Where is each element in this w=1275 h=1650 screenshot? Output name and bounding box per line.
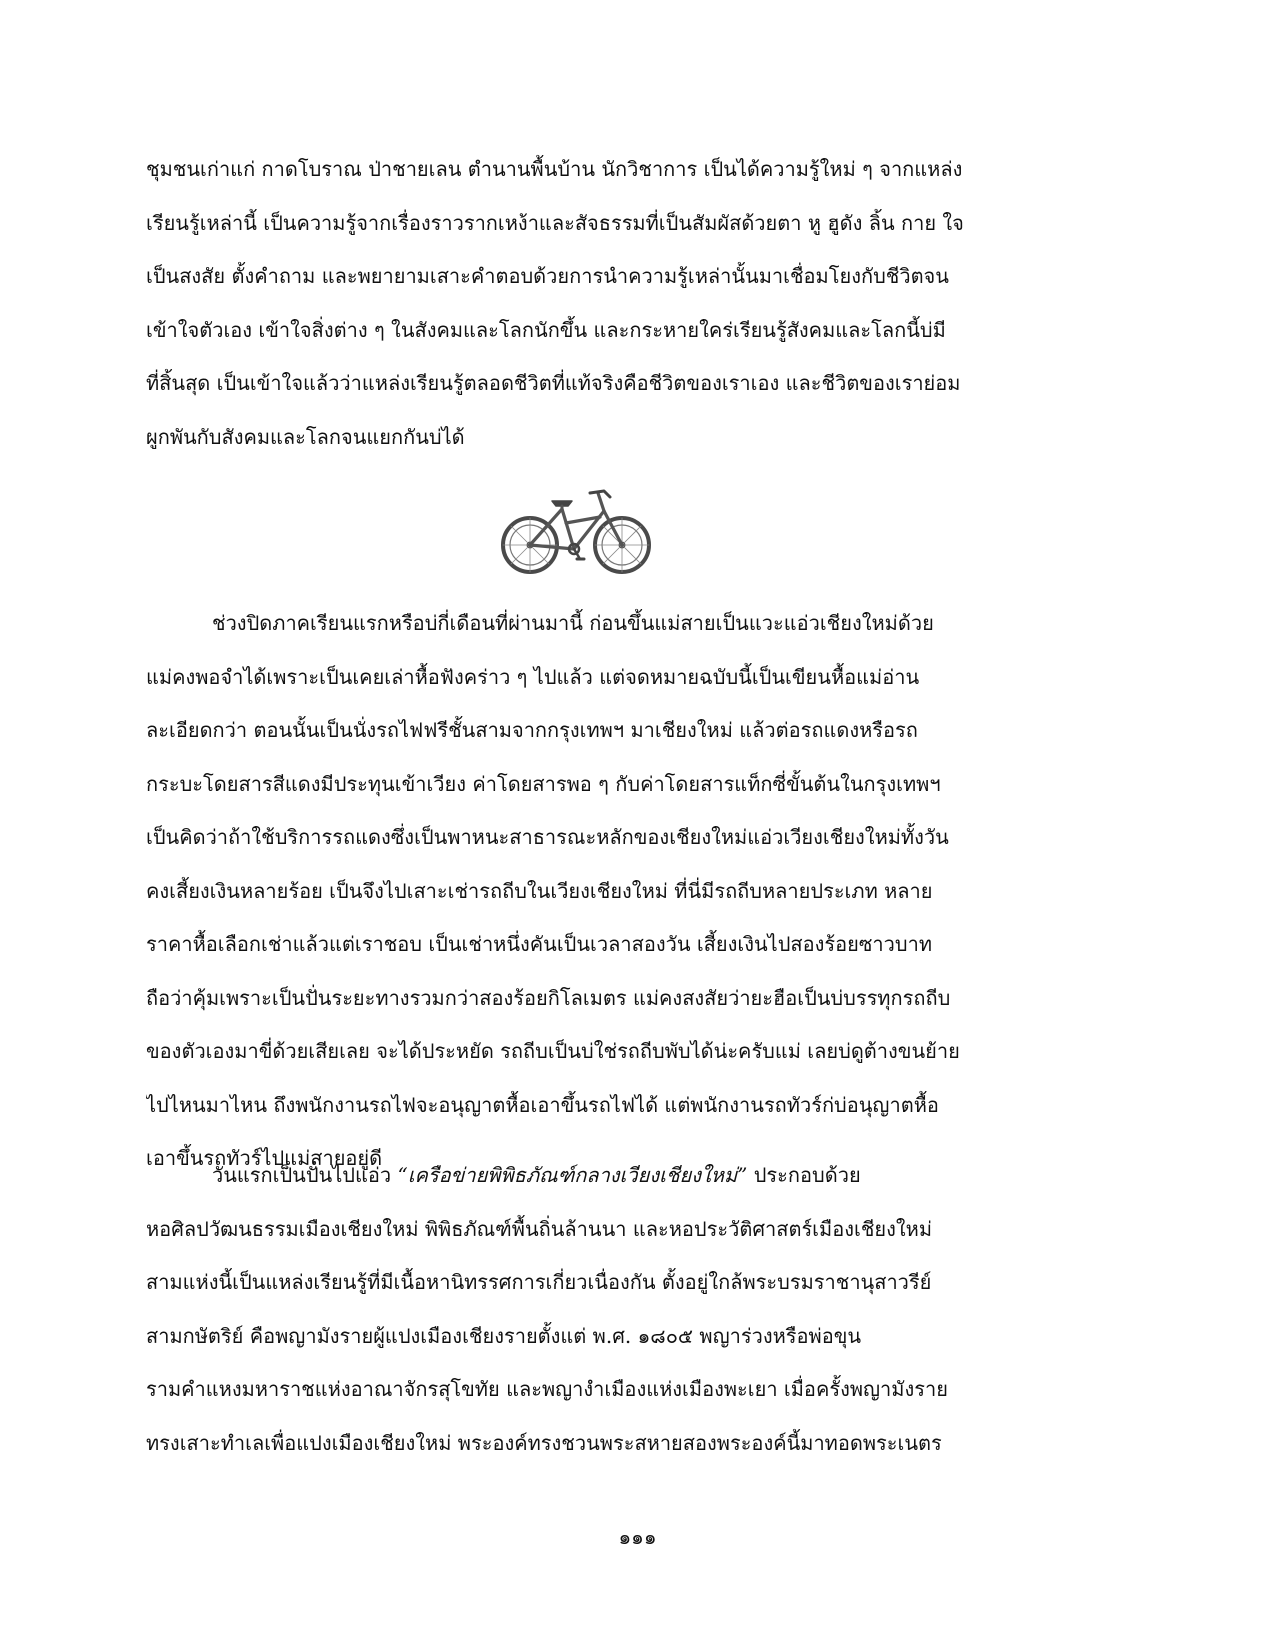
text-line: เป็นคิดว่าถ้าใช้บริการรถแดงซึ่งเป็นพาหนะสาธารณะหลักของเชียงใหม่แอ่วเวียงเชียงใหม่ทั้งวัน — [146, 825, 949, 849]
text-line: เอาขึ้นรถทัวร์ไปแม่สายอยู่ดี — [146, 1146, 383, 1170]
text-line: รามคำแหงมหาราชแห่งอาณาจักรสุโขทัย และพญางำเมืองแห่งเมืองพะเยา เมื่อครั้งพญามังราย — [146, 1377, 948, 1401]
italic-title: “เครือข่ายพิพิธภัณฑ์กลางเวียงเชียงใหม่” — [397, 1163, 748, 1187]
text-line: ไปไหนมาไหน ถึงพนักงานรถไฟจะอนุญาตหื้อเอาขึ้นรถไฟได้ แต่พนักงานรถทัวร์ก่บ่อนุญาตหื้อ — [146, 1092, 939, 1117]
text-line: ละเอียดกว่า ตอนนั้นเป็นนั่งรถไฟฟรีชั้นสามจากกรุงเทพฯ มาเชียงใหม่ แล้วต่อรถแดงหรือรถ — [146, 718, 918, 742]
text-line: กระบะโดยสารสีแดงมีประทุนเข้าเวียง ค่าโดยสารพอ ๆ กับค่าโดยสารแท็กซี่ขั้นต้นในกรุงเทพฯ — [146, 771, 941, 796]
text-line: ผูกพันกับสังคมและโลกจนแยกกันบ่ได้ — [146, 424, 465, 449]
text-line: เป็นสงสัย ตั้งคำถาม และพยายามเสาะคำตอบด้วยการนำความรู้เหล่านั้นมาเชื่อมโยงกับชีวิตจน — [146, 264, 949, 288]
text-line: ถือว่าคุ้มเพราะเป็นปั่นระยะทางรวมกว่าสองร้อยกิโลเมตร แม่คงสงสัยว่ายะฮือเป็นบ่บรรทุกรถถีบ — [146, 985, 951, 1010]
page-number: ๑๑๑ — [618, 1525, 657, 1549]
text-line: ทรงเสาะทำเลเพื่อแปงเมืองเชียงใหม่ พระองค์ทรงชวนพระสหายสองพระองค์นี้มาทอดพระเนตร — [146, 1430, 942, 1455]
text-line: สามแห่งนี้เป็นแหล่งเรียนรู้ที่มีเนื้อหานิทรรศการเกี่ยวเนื่องกัน ตั้งอยู่ใกล้พระบรมราชานุสาวรีย์ — [146, 1270, 932, 1294]
text-line: ราคาหื้อเลือกเช่าแล้วแต่เราชอบ เป็นเช่าหนึ่งคันเป็นเวลาสองวัน เสี้ยงเงินไปสองร้อยซาวบาท — [146, 932, 933, 956]
text-line: ชุมชนเก่าแก่ กาดโบราณ ป่าชายเลน ตำนานพื้นบ้าน นักวิชาการ เป็นได้ความรู้ใหม่ ๆ จากแหล่ง — [146, 157, 963, 181]
text-line: ช่วงปิดภาคเรียนแรกหรือบ่กี่เดือนที่ผ่านมานี้ ก่อนขึ้นแม่สายเป็นแวะแอ่วเชียงใหม่ด้วย — [212, 611, 934, 635]
text-line: ที่สิ้นสุด เป็นเข้าใจแล้วว่าแหล่งเรียนรู้ตลอดชีวิตที่แท้จริงคือชีวิตของเราเอง และชีวิตของเราย่อม — [146, 371, 961, 395]
bicycle-icon — [500, 487, 652, 581]
text-line: สามกษัตริย์ คือพญามังรายผู้แปงเมืองเชียงรายตั้งแต่ พ.ศ. ๑๘๐๕ พญาร่วงหรือพ่อขุน — [146, 1323, 862, 1348]
text-line: แม่คงพอจำได้เพราะเป็นเคยเล่าหื้อฟังคร่าว ๆ ไปแล้ว แต่จดหมายฉบับนี้เป็นเขียนหื้อแม่อ่าน — [146, 664, 920, 689]
text-line: ของตัวเองมาขี่ด้วยเสียเลย จะได้ประหยัด รถถีบเป็นบ่ใช่รถถีบพับได้น่ะครับแม่ เลยบ่ดูต้างขนย้าย — [146, 1039, 960, 1063]
text-line: เรียนรู้เหล่านี้ เป็นความรู้จากเรื่องราวรากเหง้าและสัจธรรมที่เป็นสัมผัสด้วยตา หู ฮูดัง ลิ้น กาย ใจ — [146, 210, 964, 235]
paragraph-2 — [146, 597, 1006, 1186]
text-line: เข้าใจตัวเอง เข้าใจสิ่งต่าง ๆ ในสังคมและโลกนักขึ้น และกระหายใคร่เรียนรู้สังคมและโลกนี้บ่มี — [146, 317, 946, 342]
text-line: คงเสี้ยงเงินหลายร้อย เป็นจึงไปเสาะเช่ารถถีบในเวียงเชียงใหม่ ที่นี่มีรถถีบหลายประเภท หลาย — [146, 878, 933, 903]
text-line-first — [146, 1149, 1006, 1203]
text-run: วันแรกเป็นปั่นไปแอ่ว — [212, 1163, 398, 1187]
text-run: ประกอบด้วย — [747, 1163, 861, 1187]
paragraph-1 — [146, 143, 1006, 464]
text-line: หอศิลปวัฒนธรรมเมืองเชียงใหม่ พิพิธภัณฑ์พื้นถิ่นล้านนา และหอประวัติศาสตร์เมืองเชียงใหม่ — [146, 1216, 933, 1241]
paragraph-3 — [146, 1149, 1006, 1470]
